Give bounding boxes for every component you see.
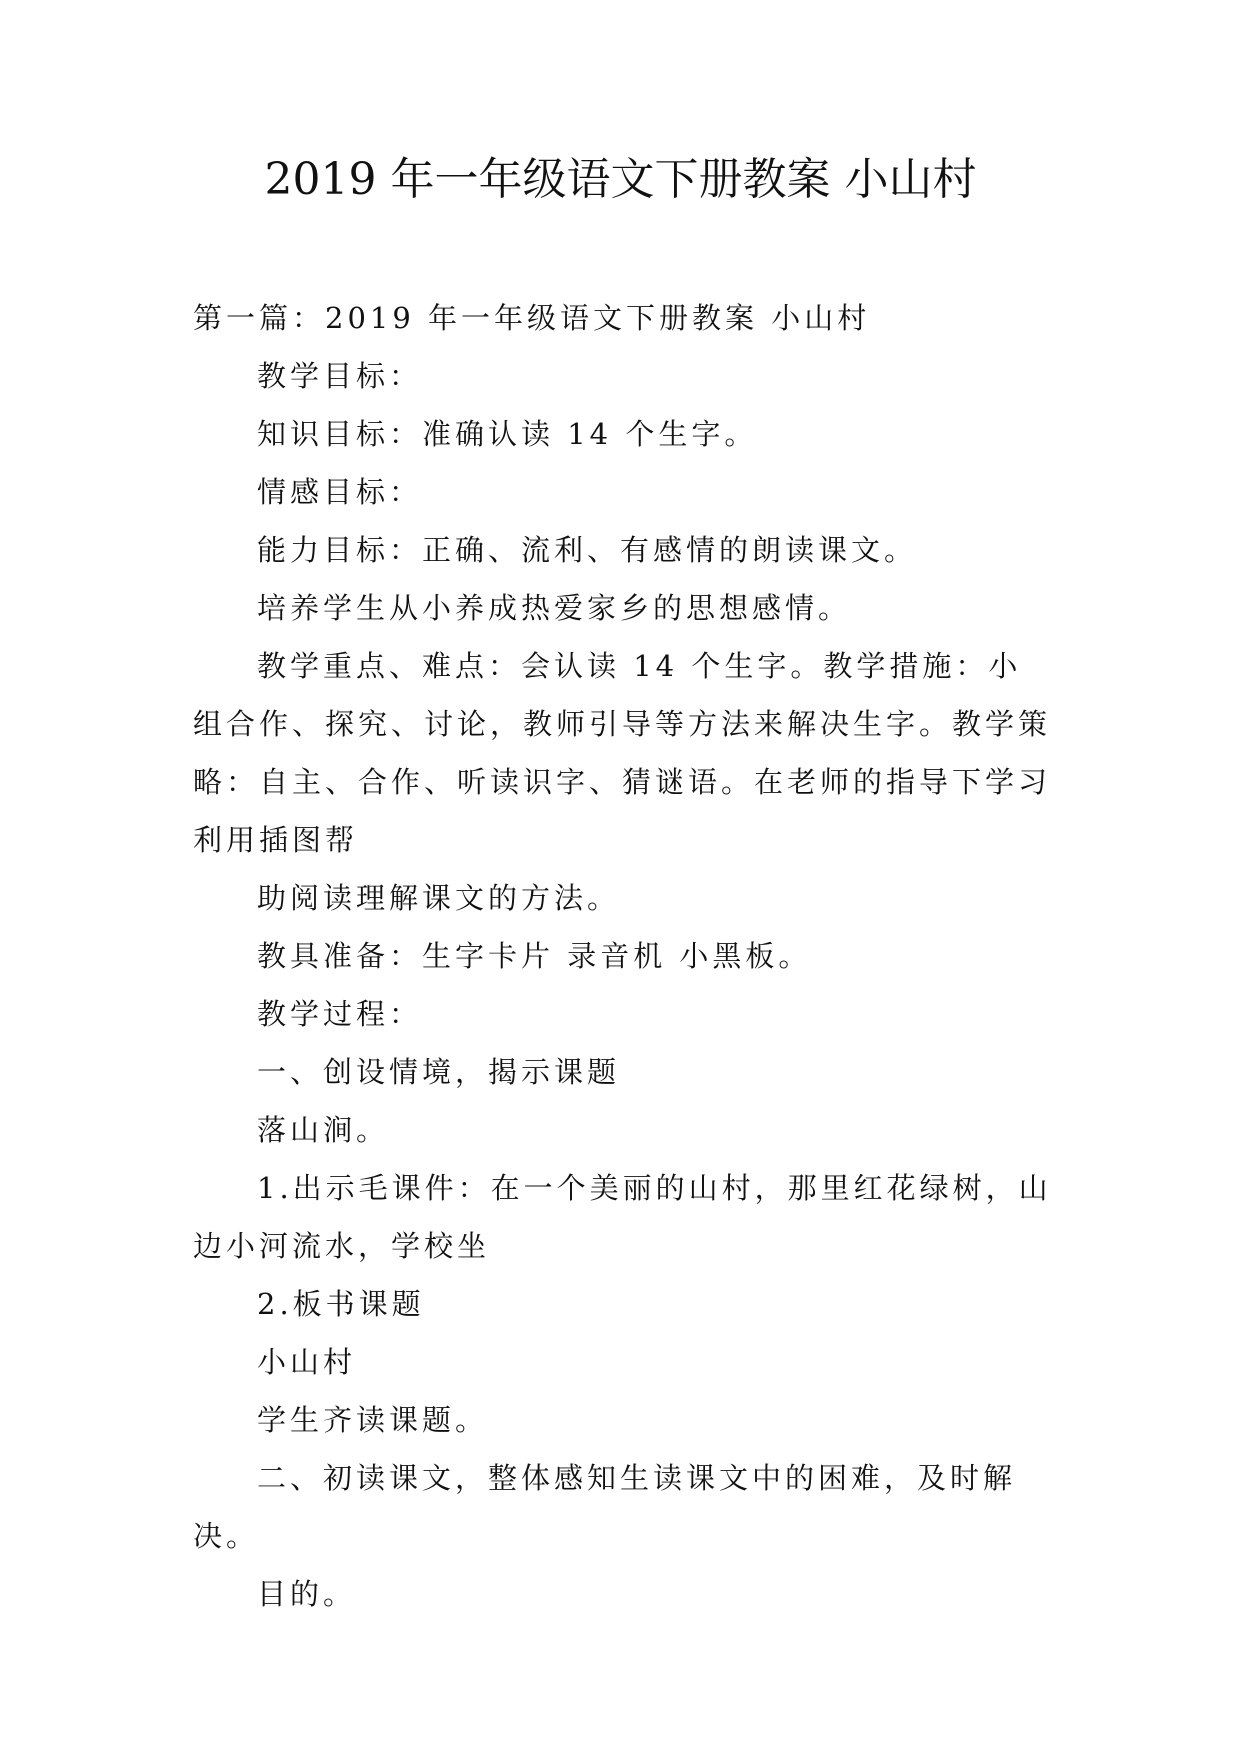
paragraph-ability-goal: 能力目标：正确、流利、有感情的朗读课文。 bbox=[257, 533, 918, 567]
paragraph-step-two: 二、初读课文，整体感知生读课文中的困难，及时解决。 bbox=[193, 1461, 1017, 1553]
paragraph-section-heading: 第一篇：2019 年一年级语文下册教案 小山村 bbox=[193, 301, 871, 335]
paragraph-read-title: 学生齐读课题。 bbox=[257, 1403, 489, 1437]
document-title: 2019 年一年级语文下册教案 小山村 bbox=[264, 154, 977, 205]
paragraph-lesson-name: 小山村 bbox=[257, 1345, 357, 1379]
paragraph-purpose: 目的。 bbox=[257, 1577, 357, 1611]
paragraph-courseware: 1.出示毛课件：在一个美丽的山村，那里红花绿树，山边小河流水，学校坐 bbox=[193, 1171, 1052, 1263]
paragraph-key-points: 教学重点、难点：会认读 14 个生字。教学措施：小组合作、探究、讨论，教师引导等方法来解决生字。教学策略：自主、合作、听读识字、猜谜语。在老师的指导下学习利用插图帮 bbox=[193, 649, 1052, 857]
paragraph-ravine: 落山涧。 bbox=[257, 1113, 390, 1147]
paragraph-step-one: 一、创设情境，揭示课题 bbox=[257, 1055, 621, 1089]
paragraph-board-title: 2.板书课题 bbox=[257, 1287, 425, 1321]
paragraph-cultivate: 培养学生从小养成热爱家乡的思想感情。 bbox=[257, 591, 852, 625]
paragraph-teaching-aids: 教具准备：生字卡片 录音机 小黑板。 bbox=[257, 939, 812, 973]
paragraph-teaching-process: 教学过程： bbox=[257, 997, 423, 1031]
paragraph-teaching-goals: 教学目标： bbox=[257, 359, 423, 393]
paragraph-emotion-goal: 情感目标： bbox=[257, 475, 423, 509]
document-body bbox=[193, 289, 1053, 1623]
paragraph-knowledge-goal: 知识目标：准确认读 14 个生字。 bbox=[257, 417, 758, 451]
paragraph-reading-method: 助阅读理解课文的方法。 bbox=[257, 881, 621, 915]
